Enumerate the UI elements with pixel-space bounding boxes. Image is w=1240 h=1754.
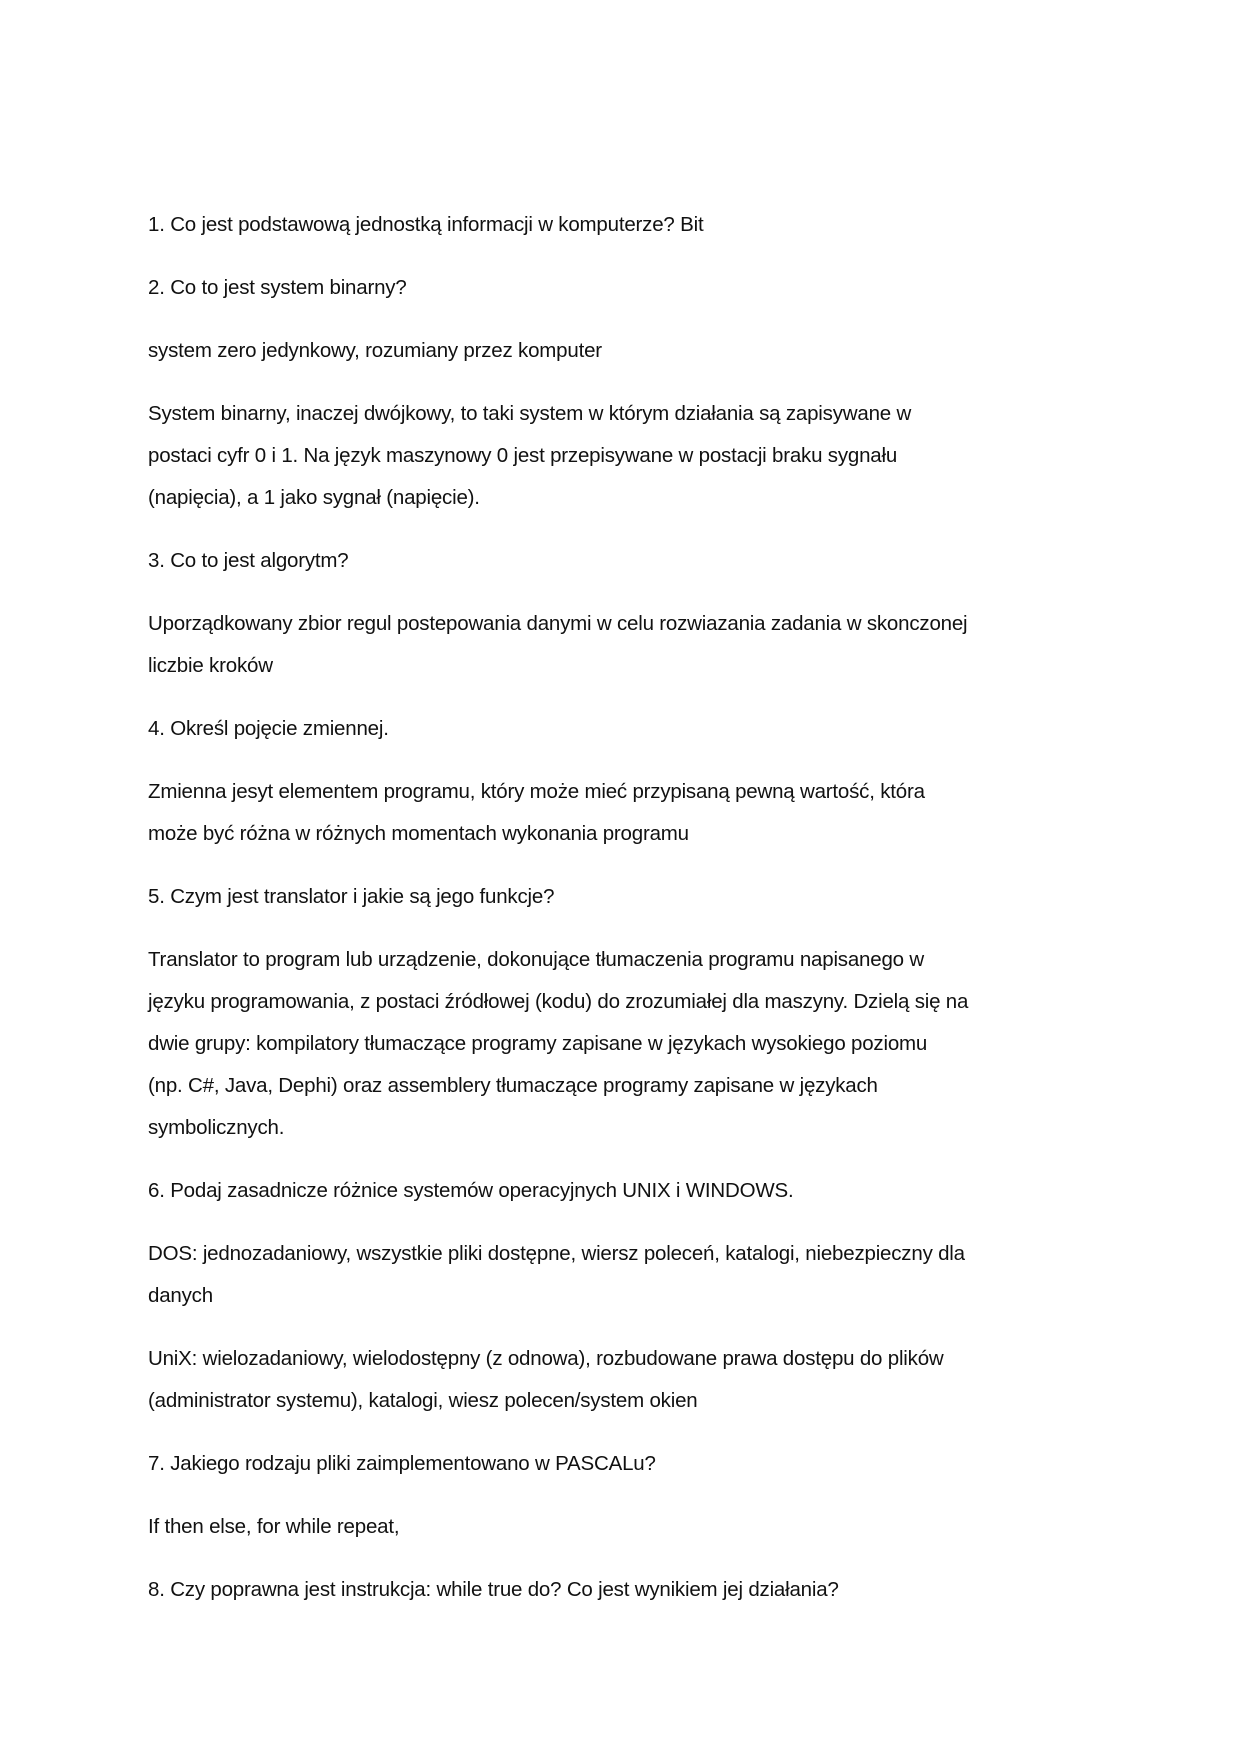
answer-6-dos-line-2: danych bbox=[148, 1284, 213, 1307]
question-5: 5. Czym jest translator i jakie są jego funkcje? bbox=[148, 885, 555, 908]
question-3: 3. Co to jest algorytm? bbox=[148, 549, 349, 572]
answer-5-line-3: dwie grupy: kompilatory tłumaczące programy zapisane w językach wysokiego poziomu bbox=[148, 1032, 928, 1055]
question-1: 1. Co jest podstawową jednostką informacji w komputerze? Bit bbox=[148, 213, 704, 236]
question-2: 2. Co to jest system binarny? bbox=[148, 276, 407, 299]
answer-6-unix-line-1: UniX: wielozadaniowy, wielodostępny (z odnowa), rozbudowane prawa dostępu do plików bbox=[148, 1347, 944, 1370]
answer-3-line-1: Uporządkowany zbior regul postepowania danymi w celu rozwiazania zadania w skonczonej bbox=[148, 612, 968, 635]
answer-2-line-4: (napięcia), a 1 jako sygnał (napięcie). bbox=[148, 486, 480, 509]
question-6: 6. Podaj zasadnicze różnice systemów operacyjnych UNIX i WINDOWS. bbox=[148, 1179, 794, 1202]
answer-5-line-4: (np. C#, Java, Dephi) oraz assemblery tłumaczące programy zapisane w językach bbox=[148, 1074, 878, 1097]
answer-2-line-3: postaci cyfr 0 i 1. Na język maszynowy 0 jest przepisywane w postacji braku sygnału bbox=[148, 444, 898, 467]
answer-6-dos-line-1: DOS: jednozadaniowy, wszystkie pliki dostępne, wiersz poleceń, katalogi, niebezpieczny dla bbox=[148, 1242, 965, 1265]
answer-6-unix-line-2: (administrator systemu), katalogi, wiesz polecen/system okien bbox=[148, 1389, 698, 1412]
answer-4-line-1: Zmienna jesyt elementem programu, który może mieć przypisaną pewną wartość, która bbox=[148, 780, 925, 803]
answer-5-line-2: języku programowania, z postaci źródłowej (kodu) do zrozumiałej dla maszyny. Dzielą się na bbox=[148, 990, 969, 1013]
answer-3-line-2: liczbie kroków bbox=[148, 654, 273, 677]
question-8: 8. Czy poprawna jest instrukcja: while true do? Co jest wynikiem jej działania? bbox=[148, 1578, 839, 1601]
question-7: 7. Jakiego rodzaju pliki zaimplementowano w PASCALu? bbox=[148, 1452, 656, 1475]
question-4: 4. Określ pojęcie zmiennej. bbox=[148, 717, 389, 740]
answer-4-line-2: może być różna w różnych momentach wykonania programu bbox=[148, 822, 689, 845]
answer-2-line-1: system zero jedynkowy, rozumiany przez komputer bbox=[148, 339, 602, 362]
answer-5-line-1: Translator to program lub urządzenie, dokonujące tłumaczenia programu napisanego w bbox=[148, 948, 924, 971]
answer-2-line-2: System binarny, inaczej dwójkowy, to taki system w którym działania są zapisywane w bbox=[148, 402, 912, 425]
answer-7: If then else, for while repeat, bbox=[148, 1515, 400, 1538]
answer-5-line-5: symbolicznych. bbox=[148, 1116, 285, 1139]
